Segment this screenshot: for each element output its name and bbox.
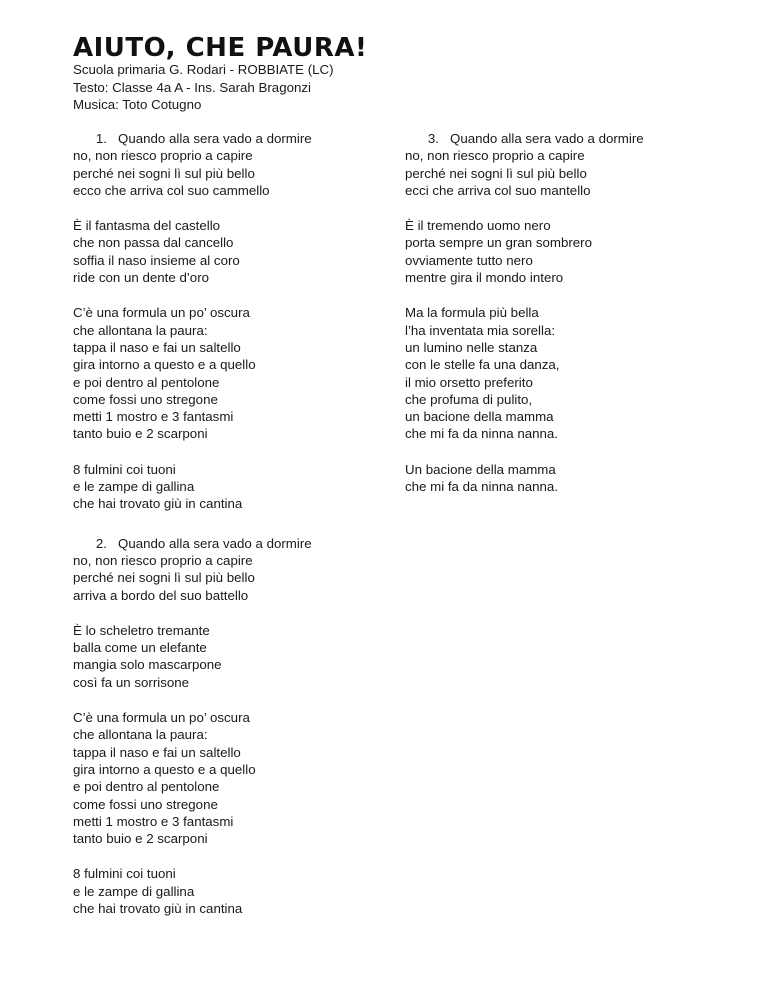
lyric-line: e le zampe di gallina [73, 883, 195, 899]
lyric-line: mangia solo mascarpone [73, 657, 222, 673]
lyric-line: perché nei sogni lì sul più bello [73, 570, 255, 586]
stanza-formula [73, 304, 373, 442]
right-column [405, 130, 705, 513]
lyric-line: 8 fulmini coi tuoni [73, 461, 176, 477]
lyric-line: come fossi uno stregone [73, 796, 218, 812]
lyric-line: e poi dentro al pentolone [73, 374, 220, 390]
stanza-black-man [405, 217, 705, 286]
music-credit-line: Musica: Toto Cotugno [73, 97, 202, 112]
stanza-ghost [73, 217, 373, 286]
lyric-line: con le stelle fa una danza, [405, 357, 560, 373]
school-line: Scuola primaria G. Rodari - ROBBIATE (LC) [73, 62, 334, 77]
stanza-lightning [73, 461, 373, 513]
song-title: AIUTO, CHE PAURA! [73, 33, 368, 63]
verse-2 [73, 535, 373, 604]
lyric-line: ovviamente tutto nero [405, 252, 533, 268]
lyric-line: tappa il naso e fai un saltello [73, 744, 241, 760]
verse-first-line-text: Quando alla sera vado a dormire [118, 131, 312, 146]
lyric-line: balla come un elefante [73, 640, 207, 656]
lyric-line: no, non riesco proprio a capire [73, 552, 253, 568]
lyric-line: che hai trovato giù in cantina [73, 900, 243, 916]
lyric-line: e le zampe di gallina [73, 479, 195, 495]
lyric-line: tappa il naso e fai un saltello [73, 339, 241, 355]
verse-first-line [73, 130, 373, 147]
verse-3 [405, 130, 705, 199]
lyric-line: Ma la formula più bella [405, 305, 539, 321]
lyrics-credit-line: Testo: Classe 4a A - Ins. Sarah Bragonzi [73, 79, 311, 95]
lyric-line: e poi dentro al pentolone [73, 779, 220, 795]
lyric-line: così fa un sorrisone [73, 674, 190, 690]
lyric-line: che hai trovato giù in cantina [73, 496, 243, 512]
verse-first-line-text: Quando alla sera vado a dormire [450, 131, 644, 146]
lyric-line: ride con un dente d’oro [73, 270, 210, 286]
lyric-line: che non passa dal cancello [73, 235, 234, 251]
lyric-line: metti 1 mostro e 3 fantasmi [73, 409, 234, 425]
lyric-line: metti 1 mostro e 3 fantasmi [73, 813, 234, 829]
lyric-line: che allontana la paura: [73, 322, 208, 338]
stanza-lightning-repeat [73, 865, 373, 917]
lyric-line: ecci che arriva col suo mantello [405, 182, 591, 198]
lyric-line: perché nei sogni lì sul più bello [405, 165, 587, 181]
verse-first-line [73, 535, 373, 552]
lyric-line: tanto buio e 2 scarponi [73, 831, 208, 847]
lyric-line: È lo scheletro tremante [73, 622, 210, 638]
lyric-line: che profuma di pulito, [405, 391, 533, 407]
lyric-line: no, non riesco proprio a capire [405, 148, 585, 164]
verse-first-line [405, 130, 705, 147]
verse-number: 2. [95, 535, 107, 551]
lyric-line: soffia il naso insieme al coro [73, 252, 240, 268]
lyric-line: gira intorno a questo e a quello [73, 357, 256, 373]
lyric-line: gira intorno a questo e a quello [73, 761, 256, 777]
lyric-line: no, non riesco proprio a capire [73, 148, 253, 164]
verse-number: 1. [95, 131, 107, 146]
lyric-line: porta sempre un gran sombrero [405, 235, 592, 251]
lyric-line: È il fantasma del castello [73, 218, 221, 234]
lyric-line: Un bacione della mamma [405, 461, 556, 477]
lyric-line: che mi fa da ninna nanna. [405, 426, 559, 442]
stanza-closing [405, 461, 705, 496]
stanza-formula-repeat [73, 709, 373, 847]
lyric-line: arriva a bordo del suo battello [73, 587, 249, 603]
lyric-line: come fossi uno stregone [73, 391, 218, 407]
lyric-line: 8 fulmini coi tuoni [73, 866, 176, 882]
lyric-line: ecco che arriva col suo cammello [73, 182, 270, 198]
lyric-line: che allontana la paura: [73, 727, 208, 743]
song-credits [73, 61, 334, 114]
lyric-line: tanto buio e 2 scarponi [73, 426, 208, 442]
lyric-line: il mio orsetto preferito [405, 374, 533, 390]
lyric-line: perché nei sogni lì sul più bello [73, 165, 255, 181]
verse-1 [73, 130, 373, 199]
lyric-line: È il tremendo uomo nero [405, 218, 551, 234]
lyric-line: mentre gira il mondo intero [405, 270, 564, 286]
verse-number: 3. [427, 131, 439, 146]
lyric-line: un bacione della mamma [405, 409, 554, 425]
stanza-best-formula [405, 304, 705, 442]
lyric-line: C’è una formula un po’ oscura [73, 305, 250, 321]
verse-first-line-text: Quando alla sera vado a dormire [118, 535, 312, 551]
stanza-skeleton [73, 622, 373, 691]
lyric-line: l’ha inventata mia sorella: [405, 322, 556, 338]
lyric-line: che mi fa da ninna nanna. [405, 479, 559, 495]
lyric-line: un lumino nelle stanza [405, 339, 538, 355]
left-column [73, 130, 373, 935]
lyric-line: C’è una formula un po’ oscura [73, 710, 250, 726]
